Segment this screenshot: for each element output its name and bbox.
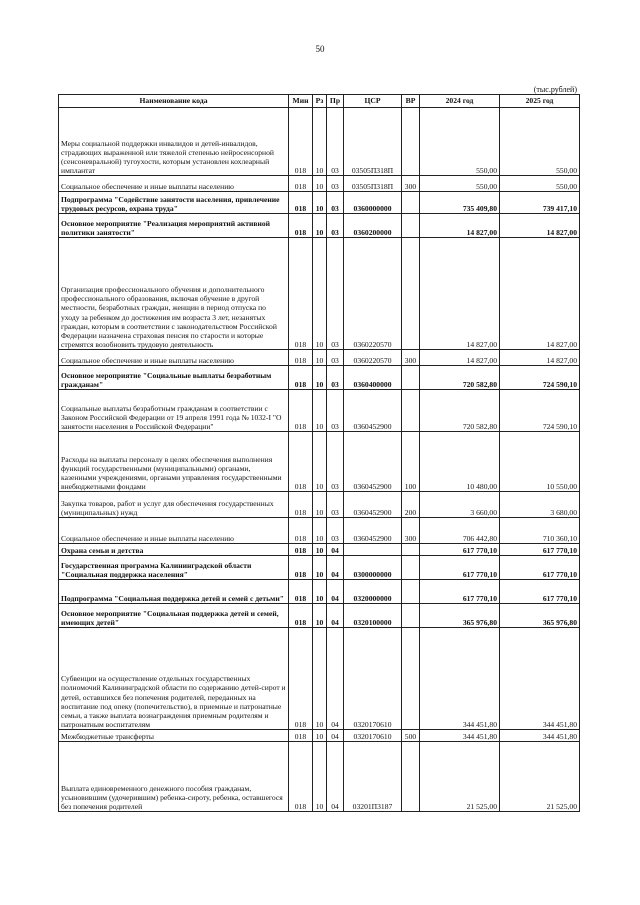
cell-vr: 500 <box>402 730 420 742</box>
cell-pr: 04 <box>327 580 344 604</box>
cell-pr: 04 <box>327 730 344 742</box>
cell-y2025: 550,00 <box>500 108 580 176</box>
cell-min: 018 <box>289 730 313 742</box>
cell-vr: 100 <box>402 432 420 492</box>
header-csr: ЦСР <box>344 95 402 108</box>
cell-y2024: 720 582,80 <box>420 366 500 390</box>
cell-name: Социальное обеспечение и иные выплаты населению <box>59 176 289 192</box>
cell-name: Организация профессионального обучения и дополнительного профессионального образования, включая обучение в другой местности, безработных граждан, женщин в период отпуска по уходу за ребенком до достижения им возраста 3 лет, незанятых граждан, которым в соответствии с законодательством Российской Федерации назначена страховая пенсия по старости и которые стремятся возобновить трудовую деятельность <box>59 238 289 350</box>
table-row <box>59 730 580 742</box>
cell-vr <box>402 366 420 390</box>
cell-csr: 0360452900 <box>344 390 402 432</box>
cell-vr <box>402 214 420 238</box>
cell-pr: 03 <box>327 108 344 176</box>
cell-vr <box>402 390 420 432</box>
cell-rz: 10 <box>313 366 327 390</box>
cell-rz: 10 <box>313 742 327 812</box>
cell-pr: 04 <box>327 604 344 628</box>
header-vr: ВР <box>402 95 420 108</box>
cell-y2025: 14 827,00 <box>500 238 580 350</box>
cell-y2025: 3 680,00 <box>500 492 580 518</box>
cell-name: Подпрограмма "Социальная поддержка детей и семей с детьми" <box>59 580 289 604</box>
cell-min: 018 <box>289 544 313 556</box>
cell-rz: 10 <box>313 176 327 192</box>
cell-name: Подпрограмма "Содействие занятости населения, привлечение трудовых ресурсов, охрана труда" <box>59 192 289 214</box>
cell-csr: 0360000000 <box>344 192 402 214</box>
cell-y2024: 706 442,80 <box>420 518 500 544</box>
cell-min: 018 <box>289 580 313 604</box>
cell-pr: 03 <box>327 238 344 350</box>
cell-y2024: 720 582,80 <box>420 390 500 432</box>
cell-name: Основное мероприятие "Реализация мероприятий активной политики занятости" <box>59 214 289 238</box>
cell-y2025: 739 417,10 <box>500 192 580 214</box>
cell-name: Закупка товаров, работ и услуг для обеспечения государственных (муниципальных) нужд <box>59 492 289 518</box>
budget-table <box>58 94 580 812</box>
cell-y2024: 344 451,80 <box>420 628 500 730</box>
table-row <box>59 432 580 492</box>
cell-vr: 200 <box>402 492 420 518</box>
cell-rz: 10 <box>313 108 327 176</box>
cell-vr <box>402 580 420 604</box>
cell-rz: 10 <box>313 214 327 238</box>
table-row <box>59 580 580 604</box>
cell-pr: 03 <box>327 366 344 390</box>
cell-rz: 10 <box>313 518 327 544</box>
table-row <box>59 492 580 518</box>
cell-csr: 03201П3187 <box>344 742 402 812</box>
cell-rz: 10 <box>313 580 327 604</box>
cell-vr <box>402 108 420 176</box>
page-number: 50 <box>315 44 325 54</box>
cell-rz: 10 <box>313 432 327 492</box>
cell-csr: 0360220570 <box>344 238 402 350</box>
header-rz: Рз <box>313 95 327 108</box>
cell-y2025: 344 451,80 <box>500 730 580 742</box>
cell-y2024: 344 451,80 <box>420 730 500 742</box>
cell-csr: 0360200000 <box>344 214 402 238</box>
cell-y2024: 550,00 <box>420 176 500 192</box>
cell-y2025: 365 976,80 <box>500 604 580 628</box>
cell-csr <box>344 544 402 556</box>
cell-pr: 04 <box>327 628 344 730</box>
cell-rz: 10 <box>313 556 327 580</box>
table-row <box>59 350 580 366</box>
cell-name: Социальные выплаты безработным гражданам в соответствии с Законом Российской Федерации от 19 апреля 1991 года № 1032-I "О занятости населения в Российской Федерации" <box>59 390 289 432</box>
cell-name: Субвенции на осуществление отдельных государственных полномочий Калининградской области по содержанию детей-сирот и детей, оставшихся без попечения родителей, переданных на воспитание под опеку (попечительство), в приемные и патронатные семьи, а также выплата вознаграждения приемным родителям и патронатным воспитателям <box>59 628 289 730</box>
cell-min: 018 <box>289 176 313 192</box>
cell-name: Социальное обеспечение и иные выплаты населению <box>59 518 289 544</box>
cell-y2025: 21 525,00 <box>500 742 580 812</box>
cell-y2024: 365 976,80 <box>420 604 500 628</box>
cell-min: 018 <box>289 518 313 544</box>
cell-csr: 0320170610 <box>344 628 402 730</box>
cell-vr <box>402 628 420 730</box>
cell-min: 018 <box>289 742 313 812</box>
cell-csr: 0360452900 <box>344 492 402 518</box>
cell-rz: 10 <box>313 628 327 730</box>
cell-vr <box>402 238 420 350</box>
cell-csr: 0320170610 <box>344 730 402 742</box>
cell-vr <box>402 742 420 812</box>
cell-pr: 03 <box>327 492 344 518</box>
header-2024: 2024 год <box>420 95 500 108</box>
cell-y2024: 617 770,10 <box>420 556 500 580</box>
cell-y2024: 735 409,80 <box>420 192 500 214</box>
cell-y2025: 710 360,10 <box>500 518 580 544</box>
table-header-row <box>59 95 580 108</box>
cell-pr: 03 <box>327 176 344 192</box>
table-row <box>59 366 580 390</box>
header-pr: Пр <box>327 95 344 108</box>
cell-y2024: 14 827,00 <box>420 350 500 366</box>
cell-pr: 03 <box>327 390 344 432</box>
table-row <box>59 108 580 176</box>
table-row <box>59 628 580 730</box>
cell-vr <box>402 604 420 628</box>
cell-rz: 10 <box>313 492 327 518</box>
cell-y2025: 14 827,00 <box>500 350 580 366</box>
cell-name: Основное мероприятие "Социальные выплаты безработным гражданам" <box>59 366 289 390</box>
cell-csr: 0360452900 <box>344 518 402 544</box>
cell-vr <box>402 192 420 214</box>
cell-y2024: 10 480,00 <box>420 432 500 492</box>
cell-y2025: 550,00 <box>500 176 580 192</box>
cell-min: 018 <box>289 350 313 366</box>
cell-name: Межбюджетные трансферты <box>59 730 289 742</box>
cell-name: Государственная программа Калининградской области "Социальная поддержка населения" <box>59 556 289 580</box>
table-row <box>59 604 580 628</box>
header-min: Мин <box>289 95 313 108</box>
table-row <box>59 176 580 192</box>
table-body <box>59 108 580 812</box>
table-row <box>59 192 580 214</box>
cell-pr: 04 <box>327 556 344 580</box>
cell-y2024: 14 827,00 <box>420 238 500 350</box>
cell-min: 018 <box>289 432 313 492</box>
cell-pr: 03 <box>327 518 344 544</box>
cell-y2025: 617 770,10 <box>500 556 580 580</box>
cell-min: 018 <box>289 214 313 238</box>
cell-min: 018 <box>289 192 313 214</box>
cell-min: 018 <box>289 556 313 580</box>
cell-csr: 03505П318П <box>344 176 402 192</box>
cell-rz: 10 <box>313 604 327 628</box>
cell-pr: 04 <box>327 742 344 812</box>
cell-pr: 03 <box>327 214 344 238</box>
cell-rz: 10 <box>313 350 327 366</box>
cell-csr: 0320100000 <box>344 604 402 628</box>
cell-y2024: 14 827,00 <box>420 214 500 238</box>
units-label: (тыс.рублей) <box>533 85 577 94</box>
cell-rz: 10 <box>313 390 327 432</box>
cell-pr: 03 <box>327 192 344 214</box>
cell-name: Меры социальной поддержки инвалидов и детей-инвалидов, страдающих выраженной или тяжелой степенью нейросенсорной (сенсоневральной) тугоухости, которым установлен кохлеарный имплантат <box>59 108 289 176</box>
table-row <box>59 544 580 556</box>
table-row <box>59 518 580 544</box>
cell-vr: 300 <box>402 350 420 366</box>
cell-name: Основное мероприятие "Социальная поддержка детей и семей, имеющих детей" <box>59 604 289 628</box>
header-2025: 2025 год <box>500 95 580 108</box>
cell-csr: 0360400000 <box>344 366 402 390</box>
cell-y2024: 617 770,10 <box>420 544 500 556</box>
cell-y2024: 3 660,00 <box>420 492 500 518</box>
cell-min: 018 <box>289 604 313 628</box>
cell-y2024: 550,00 <box>420 108 500 176</box>
cell-y2025: 724 590,10 <box>500 390 580 432</box>
cell-y2025: 617 770,10 <box>500 544 580 556</box>
cell-min: 018 <box>289 238 313 350</box>
cell-min: 018 <box>289 390 313 432</box>
cell-vr <box>402 556 420 580</box>
cell-y2024: 617 770,10 <box>420 580 500 604</box>
cell-vr: 300 <box>402 518 420 544</box>
cell-y2025: 617 770,10 <box>500 580 580 604</box>
cell-name: Социальное обеспечение и иные выплаты населению <box>59 350 289 366</box>
cell-pr: 03 <box>327 432 344 492</box>
cell-name: Охрана семьи и детства <box>59 544 289 556</box>
cell-y2024: 21 525,00 <box>420 742 500 812</box>
table-row <box>59 390 580 432</box>
table-row <box>59 214 580 238</box>
cell-rz: 10 <box>313 238 327 350</box>
cell-pr: 04 <box>327 544 344 556</box>
cell-y2025: 10 550,00 <box>500 432 580 492</box>
cell-y2025: 344 451,80 <box>500 628 580 730</box>
cell-min: 018 <box>289 108 313 176</box>
cell-csr: 0360452900 <box>344 432 402 492</box>
cell-rz: 10 <box>313 192 327 214</box>
cell-name: Расходы на выплаты персоналу в целях обеспечения выполнения функций государственными (муниципальными) органами, казенными учреждениями, органами управления государственными внебюджетными фондами <box>59 432 289 492</box>
cell-rz: 10 <box>313 730 327 742</box>
cell-csr: 0320000000 <box>344 580 402 604</box>
cell-min: 018 <box>289 628 313 730</box>
cell-y2025: 14 827,00 <box>500 214 580 238</box>
cell-csr: 03505П318П <box>344 108 402 176</box>
cell-pr: 03 <box>327 350 344 366</box>
cell-vr <box>402 544 420 556</box>
cell-name: Выплата единовременного денежного пособия гражданам, усыновившим (удочерившим) ребенка-сироту, ребенка, оставшегося без попечения родителей <box>59 742 289 812</box>
header-name: Наименование кода <box>59 95 289 108</box>
cell-csr: 0360220570 <box>344 350 402 366</box>
cell-rz: 10 <box>313 544 327 556</box>
cell-min: 018 <box>289 492 313 518</box>
table-row <box>59 742 580 812</box>
cell-min: 018 <box>289 366 313 390</box>
cell-y2025: 724 590,10 <box>500 366 580 390</box>
table-row <box>59 238 580 350</box>
cell-csr: 0300000000 <box>344 556 402 580</box>
cell-vr: 300 <box>402 176 420 192</box>
table-row <box>59 556 580 580</box>
